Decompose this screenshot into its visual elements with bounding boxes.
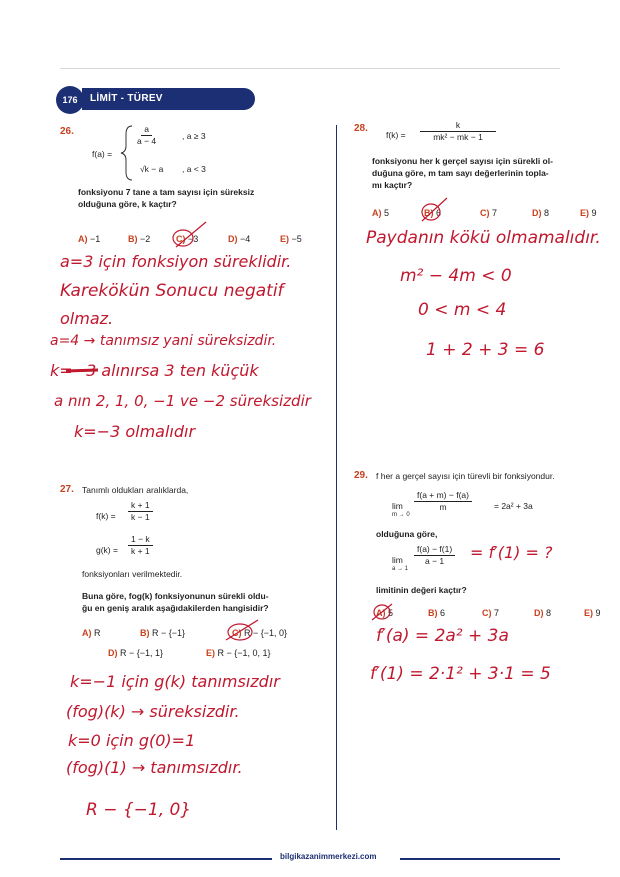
q28-option-b-letter: B) (424, 208, 434, 218)
q26-option-a-value: −1 (90, 234, 101, 244)
q28-hw-line2: m² − 4m < 0 (400, 266, 512, 286)
q26-stem-line1: fonksiyonu 7 tane a tam sayısı için süreksiz (78, 187, 255, 197)
q28-stem-line2: duğuna göre, m tam sayı değerlerinin topla- (372, 168, 549, 178)
q27-option-b-letter: B) (140, 628, 150, 638)
q28-numerator: k (420, 120, 496, 132)
q29-option-d-value: 8 (546, 608, 552, 618)
q27-number: 27. (60, 484, 74, 495)
q27-g-numerator: 1 − k (128, 534, 153, 546)
q27-option-a-letter: A) (82, 628, 92, 638)
q28-hw-line3: 0 < m < 4 (418, 300, 507, 320)
q29-hw-line3: f′(1) = 2·1² + 3·1 = 5 (370, 664, 551, 684)
q29-stem: f her a gerçel sayısı için türevli bir fonksiyondur. (376, 471, 555, 481)
q27-hw-line1: k=−1 için g(k) tanımsızdır (70, 672, 280, 691)
q29-lim1: lim (392, 501, 403, 511)
q26-option-c-letter: C) (176, 234, 186, 244)
q26-case2-condition: , a < 3 (182, 164, 206, 174)
q29-given: olduğuna göre, (376, 529, 438, 539)
q29-option-a-value: 5 (388, 608, 394, 618)
q26-hw-line3: olmaz. (60, 309, 114, 328)
q29-option-e-letter: E) (584, 608, 593, 618)
q27-f-denominator: k − 1 (131, 512, 150, 522)
q29-answer-mark (372, 604, 392, 620)
q27-given: fonksiyonları verilmektedir. (82, 569, 183, 579)
q29-option-d-letter: D) (534, 608, 544, 618)
q26-option-d-letter: D) (228, 234, 238, 244)
q26-strikethrough (66, 370, 98, 371)
q27-hw-line2: (fog)(k) → süreksizdir. (66, 702, 240, 721)
q29-lim2-numerator: f(a) − f(1) (414, 544, 455, 556)
q29-lim2-sub: a → 1 (392, 566, 409, 572)
q29-lim1-rhs: = 2a² + 3a (494, 501, 533, 511)
q28-option-a-value: 5 (384, 208, 390, 218)
q29-lim2-denominator: a − 1 (425, 556, 445, 566)
q26-number: 26. (60, 126, 74, 137)
q27-option-d-value: R − {−1, 1} (120, 648, 164, 658)
q28-answer-mark (422, 198, 447, 221)
q28-option-b-value: 6 (436, 208, 442, 218)
q28-option-a-letter: A) (372, 208, 382, 218)
q29-question: limitinin değeri kaçtır? (376, 585, 467, 595)
q29-number: 29. (354, 470, 368, 481)
q27-f-label: f(k) = (96, 511, 116, 521)
section-title-text: LİMİT - TÜREV (90, 93, 163, 104)
q28-option-e-letter: E) (580, 208, 589, 218)
q28-option-e-value: 9 (591, 208, 597, 218)
q27-option-c-letter: C) (232, 628, 242, 638)
q26-hw-line4: a=4 → tanımsız yani süreksizdir. (50, 333, 277, 349)
q27-option-d-letter: D) (108, 648, 118, 658)
q27-option-c-value: R − {−1, 0} (244, 628, 288, 638)
q29-hw-line1: = f′(1) = ? (470, 543, 553, 562)
q28-hw-line1: Paydanın kökü olmamalıdır. (366, 228, 601, 248)
q29-lim1-sub: m → 0 (392, 512, 410, 518)
q26-case1-denominator: a − 4 (137, 136, 157, 146)
q27-g-label: g(k) = (96, 545, 118, 555)
footer-site: bilgikazanimmerkezi.com (280, 852, 377, 861)
q26-case1-condition: , a ≥ 3 (182, 131, 206, 141)
q26-hw-line6: a nın 2, 1, 0, −1 ve −2 süreksizdir (54, 392, 311, 410)
q29-option-b-value: 6 (440, 608, 446, 618)
q27-hw-line4: (fog)(1) → tanımsızdır. (66, 758, 243, 777)
q27-option-a-value: R (94, 628, 101, 638)
q27-hw-line5: R − {−1, 0} (86, 800, 192, 820)
page-number: 176 (62, 95, 78, 105)
q27-option-b-value: R − {−1} (152, 628, 186, 638)
q28-function-label: f(k) = (386, 130, 406, 140)
q28-number: 28. (354, 123, 368, 134)
q26-option-b-value: −2 (140, 234, 151, 244)
q29-option-a-letter: A) (376, 608, 386, 618)
q26-option-e-letter: E) (280, 234, 289, 244)
q28-stem-line3: mı kaçtır? (372, 180, 413, 190)
q27-answer-mark (226, 620, 258, 640)
q28-hw-line4: 1 + 2 + 3 = 6 (426, 340, 545, 360)
q27-f-numerator: k + 1 (128, 500, 153, 512)
q26-hw-line1: a=3 için fonksiyon süreklidir. (60, 252, 292, 271)
q27-intro: Tanımlı oldukları aralıklarda, (82, 485, 189, 495)
q29-lim2: lim (392, 555, 403, 565)
q27-g-denominator: k + 1 (131, 546, 150, 556)
q29-option-c-value: 7 (494, 608, 500, 618)
q29-option-b-letter: B) (428, 608, 438, 618)
q26-stem-line2: olduğuna göre, k kaçtır? (78, 199, 177, 209)
q29-option-c-letter: C) (482, 608, 492, 618)
q26-option-d-value: −4 (240, 234, 251, 244)
q28-option-c-letter: C) (480, 208, 490, 218)
q26-function-label: f(a) = (92, 149, 113, 159)
q29-lim1-numerator: f(a + m) − f(a) (414, 490, 472, 502)
q26-hw-line7: k=−3 olmalıdır (74, 422, 196, 441)
q26-option-a-letter: A) (78, 234, 88, 244)
q27-stem-line1: Buna göre, fog(k) fonksiyonunun sürekli oldu- (82, 591, 269, 601)
q26-case2-expression: √k − a (140, 164, 164, 174)
q26-hw-line2: Karekökün Sonucu negatif (60, 281, 284, 301)
q26-option-c-value: −3 (188, 234, 199, 244)
q28-option-d-value: 8 (544, 208, 550, 218)
q27-option-e-value: R − {−1, 0, 1} (217, 648, 271, 658)
q28-option-c-value: 7 (492, 208, 498, 218)
q28-stem-line1: fonksiyonu her k gerçel sayısı için sürekli ol- (372, 156, 553, 166)
q26-hw-line5: k=−3 alınırsa 3 ten küçük (50, 361, 259, 380)
q29-hw-line2: f′(a) = 2a² + 3a (376, 626, 509, 646)
q27-stem-line2: ğu en geniş aralık aşağıdakilerden hangisidir? (82, 603, 269, 613)
footer-rule-right (400, 858, 560, 860)
q27-option-e-letter: E) (206, 648, 215, 658)
q28-option-d-letter: D) (532, 208, 542, 218)
q28-denominator: mk² − mk − 1 (433, 132, 483, 142)
q26-answer-mark (173, 222, 206, 247)
q29-option-e-value: 9 (595, 608, 601, 618)
q26-option-b-letter: B) (128, 234, 138, 244)
q26-case1-numerator: a (141, 124, 152, 136)
q26-option-e-value: −5 (291, 234, 302, 244)
q27-hw-line3: k=0 için g(0)=1 (68, 731, 196, 750)
q29-lim1-denominator: m (439, 502, 447, 512)
footer-rule-left (60, 858, 272, 860)
